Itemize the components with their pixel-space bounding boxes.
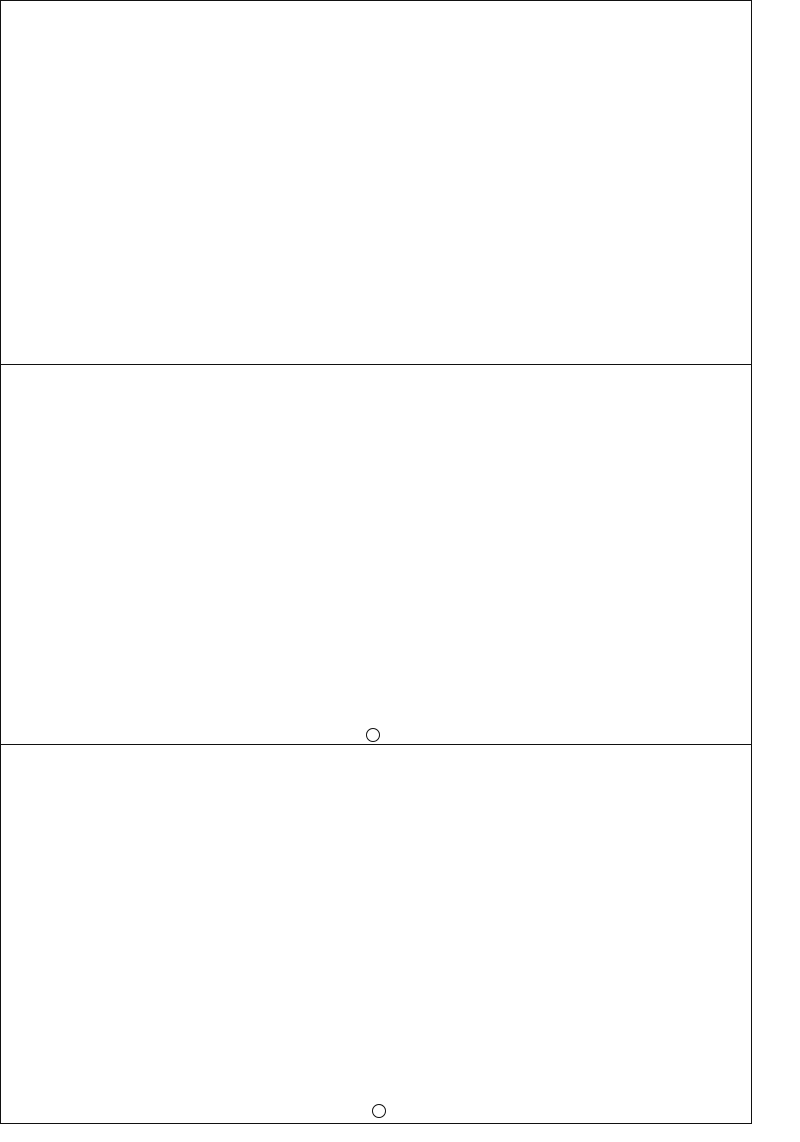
circle-mark-icon [366, 728, 380, 742]
text-panel-bottom [0, 756, 752, 1116]
talisman-panel [0, 10, 752, 355]
circle-mark-icon [372, 1104, 386, 1118]
text-panel-middle [0, 376, 752, 736]
divider-top [0, 364, 752, 365]
divider-bottom [0, 744, 752, 745]
